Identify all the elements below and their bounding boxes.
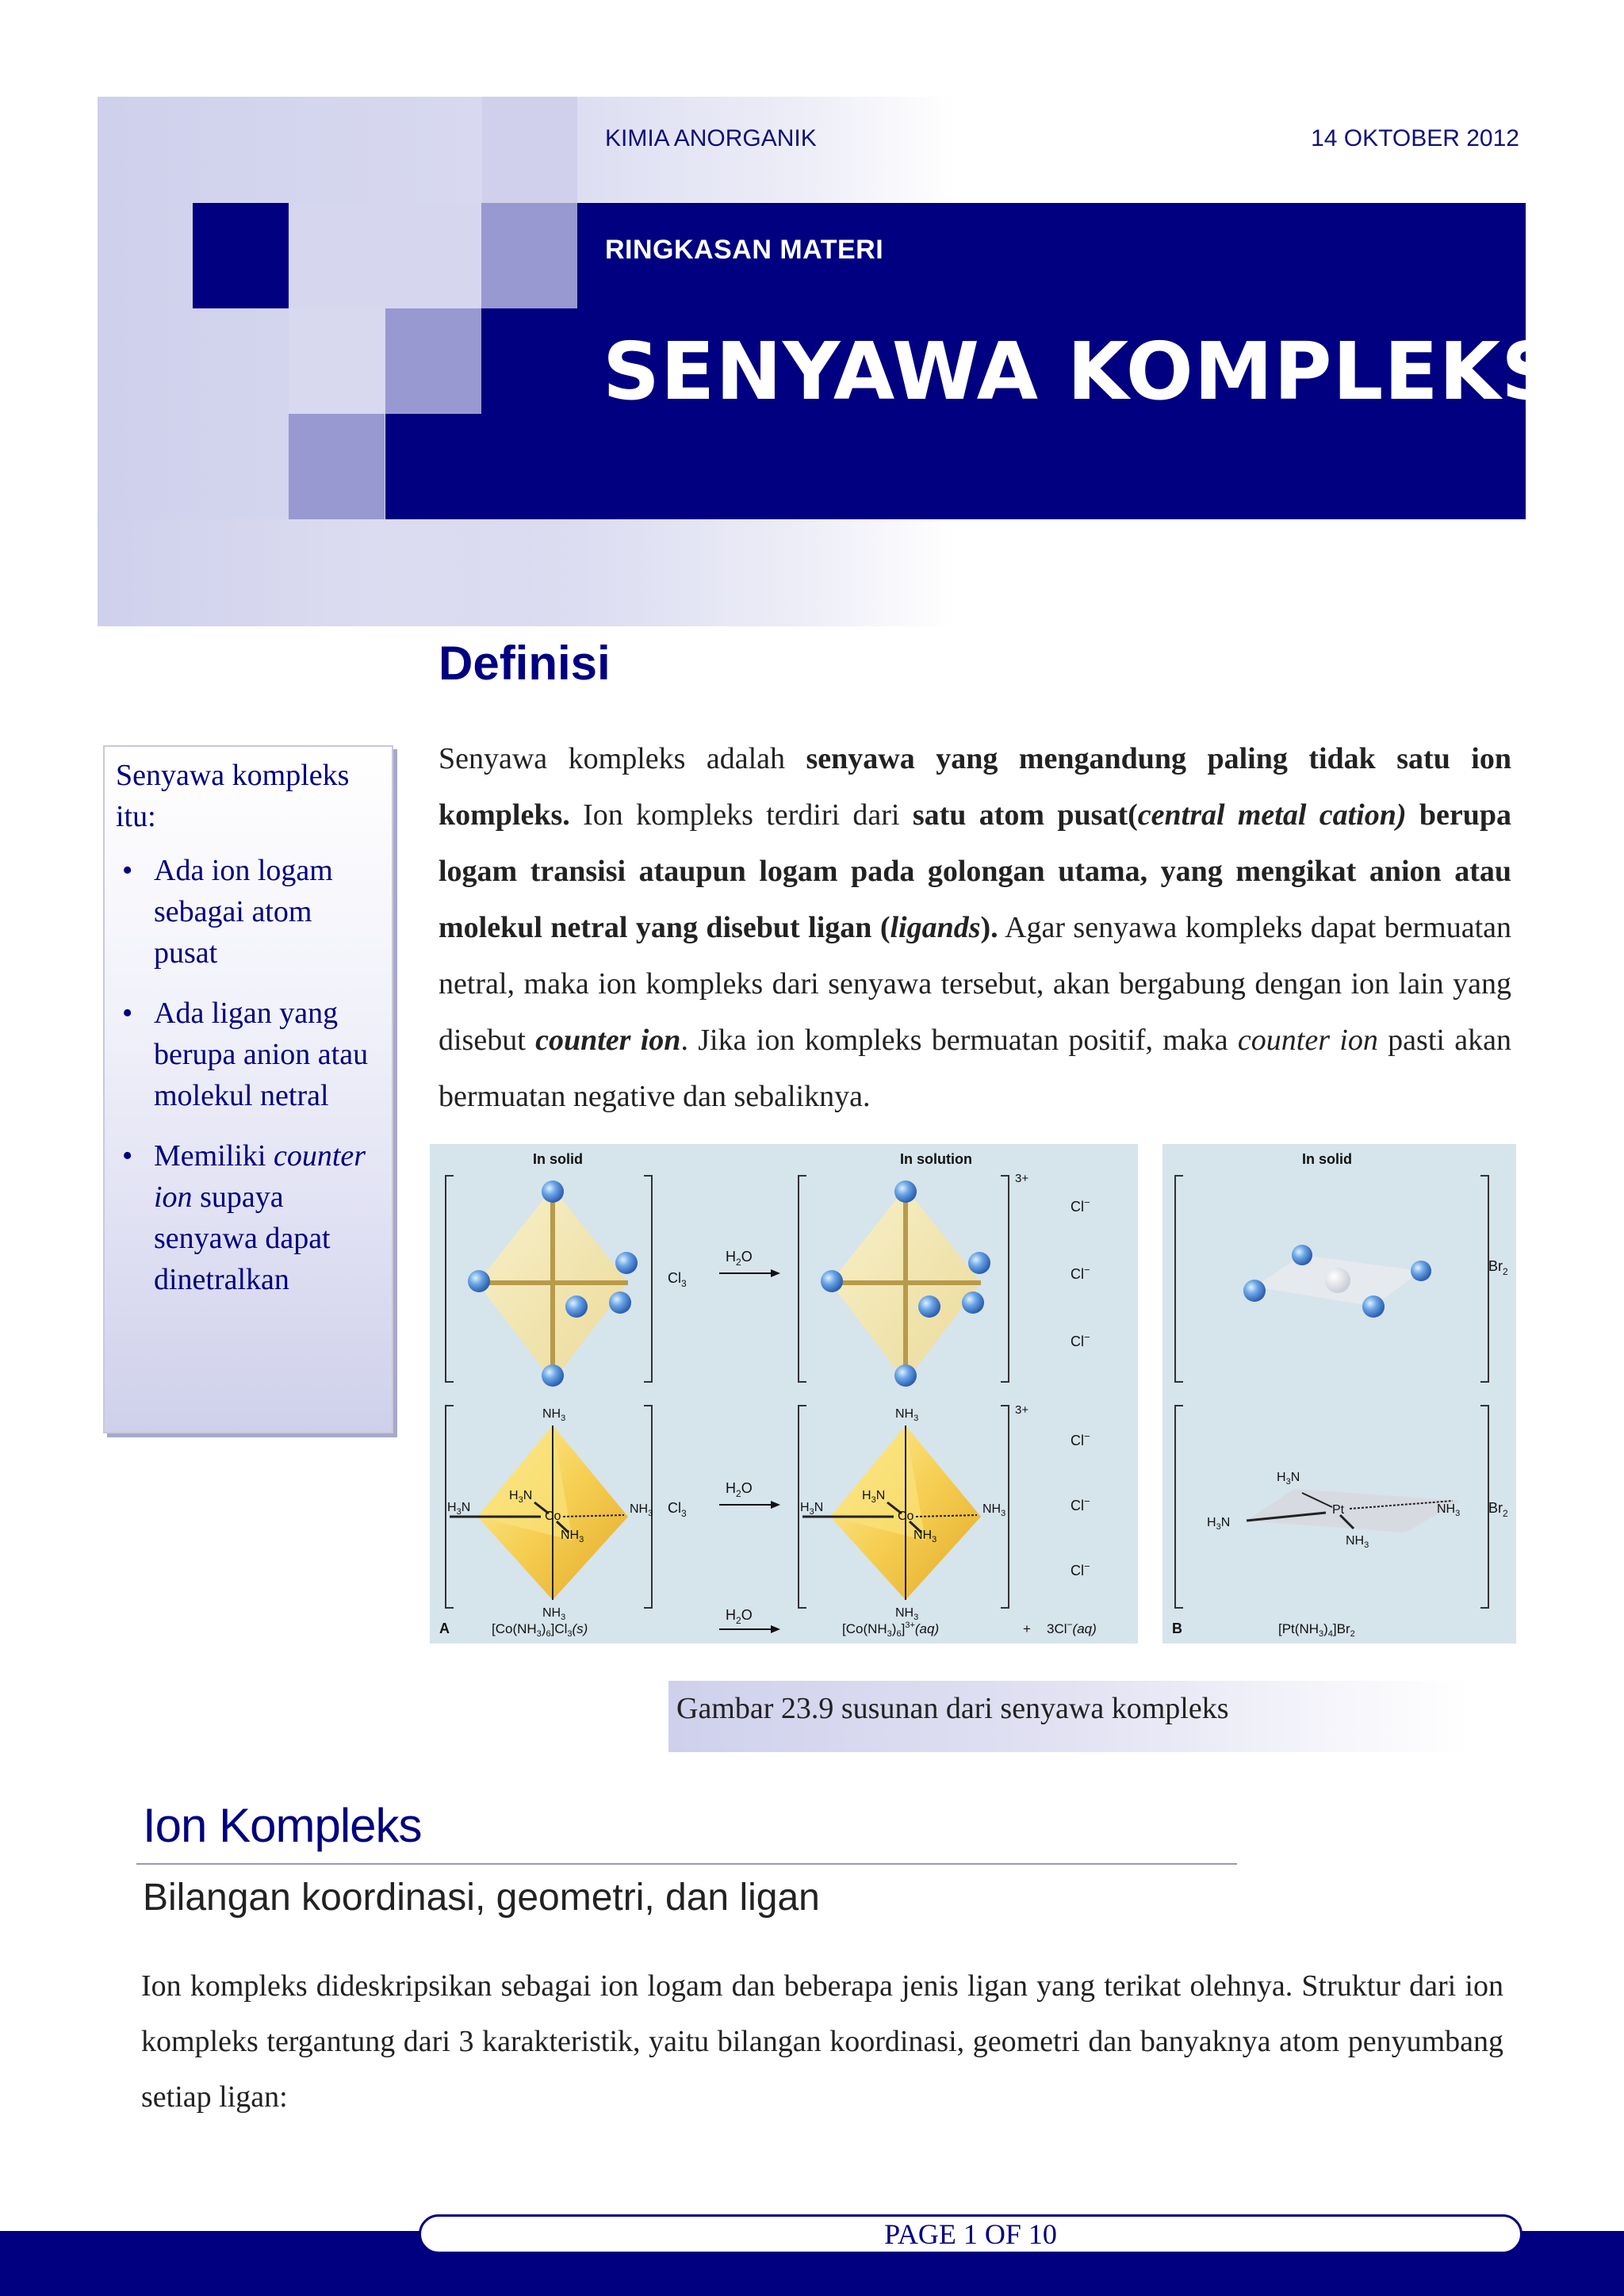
chloride-ion-label: Cl− bbox=[1071, 1264, 1090, 1282]
counter-ion-label: $Cl_3$ bbox=[668, 1500, 687, 1519]
metal-label: Pt bbox=[1332, 1503, 1345, 1517]
deco-square bbox=[289, 414, 385, 519]
deco-square bbox=[193, 203, 289, 308]
metal-label: Co bbox=[545, 1510, 561, 1523]
counter-ion-label: $Br_2$ bbox=[1488, 1258, 1508, 1277]
ligand-label: $NH_3$ bbox=[542, 1407, 566, 1423]
sidebox-intro: Senyawa kompleks itu: bbox=[116, 759, 350, 833]
ion-kompleks-paragraph: Ion kompleks dideskripsikan sebagai ion logam dan beberapa jenis ligan yang terikat olehnya. Struktur dari ion kompleks tergantung dari 3 karakteristik, yaitu bilangan koordinasi, geometri dan banyaknya atom penyumbang setiap ligan: bbox=[141, 1969, 1503, 2114]
in-solid-label: In solid bbox=[533, 1151, 583, 1167]
panel-b-background bbox=[1162, 1144, 1516, 1644]
ligand-label: $NH_3$ bbox=[1437, 1502, 1461, 1518]
summary-sidebox bbox=[103, 745, 393, 1433]
chloride-ion-label: Cl− bbox=[1071, 1430, 1090, 1448]
header-subtitle: RINGKASAN MATERI bbox=[605, 235, 884, 265]
list-item: • Ada ion logam sebagai atom pusat bbox=[116, 850, 382, 974]
list-item: • Ada ligan yang berupa anion atau molekul netral bbox=[116, 993, 382, 1116]
panel-a-label: A bbox=[439, 1621, 450, 1636]
ligand-label: $H_3N$ bbox=[1277, 1471, 1300, 1487]
deco-square bbox=[289, 203, 385, 308]
deco-square bbox=[289, 308, 385, 414]
formula-solid-label: $[Co(NH_3)_6]Cl_3(s)$ bbox=[492, 1621, 588, 1639]
section-divider bbox=[136, 1863, 1237, 1865]
sidebox-list bbox=[116, 850, 382, 1300]
chloride-ion-label: Cl− bbox=[1071, 1560, 1090, 1578]
counter-ion-label: $Cl_3$ bbox=[668, 1270, 687, 1289]
ligand-label: $NH_3$ bbox=[914, 1529, 937, 1544]
bullet-icon: • bbox=[122, 1139, 133, 1173]
section-heading-definisi: Definisi bbox=[439, 637, 611, 690]
section-subheading: Bilangan koordinasi, geometri, dan ligan bbox=[143, 1877, 820, 1919]
deco-square bbox=[385, 203, 481, 308]
formula-counter-ion-label: 3Cl−(aq) bbox=[1047, 1619, 1097, 1636]
ligand-label: $NH_3$ bbox=[982, 1502, 1006, 1518]
metal-label: Co bbox=[898, 1510, 914, 1523]
chloride-ion-label: Cl− bbox=[1071, 1495, 1090, 1513]
plus-sign: + bbox=[1023, 1621, 1031, 1636]
deco-square bbox=[385, 308, 481, 414]
ligand-label: $H_3N$ bbox=[800, 1501, 824, 1517]
ligand-label: $NH_3$ bbox=[895, 1606, 919, 1622]
in-solution-label: In solution bbox=[900, 1151, 972, 1167]
panel-b-label: B bbox=[1172, 1621, 1182, 1636]
list-item: • Memiliki counter ion supaya senyawa dapat dinetralkan bbox=[116, 1135, 382, 1300]
ligand-label: $H_3N$ bbox=[1207, 1516, 1231, 1532]
formula-platinum-label: $[Pt(NH_3)_4]Br_2$ bbox=[1278, 1621, 1355, 1639]
chloride-ion-label: Cl− bbox=[1071, 1196, 1090, 1215]
counter-ion-label: $Br_2$ bbox=[1488, 1500, 1508, 1519]
formula-solution-label: $[Co(NH_3)_6]^{3+}(aq)$ bbox=[842, 1621, 940, 1639]
deco-square bbox=[482, 97, 577, 203]
course-name: KIMIA ANORGANIK bbox=[605, 125, 817, 151]
ligand-label: $H_3N$ bbox=[447, 1501, 471, 1517]
deco-square bbox=[481, 203, 577, 308]
header-date: 14 OKTOBER 2012 bbox=[1311, 125, 1519, 151]
ligand-label: $H_3N$ bbox=[862, 1489, 886, 1505]
chloride-ion-label: Cl− bbox=[1071, 1331, 1090, 1349]
ligand-label: $NH_3$ bbox=[630, 1502, 653, 1518]
bullet-icon: • bbox=[122, 997, 133, 1030]
ligand-label: $NH_3$ bbox=[1346, 1534, 1369, 1550]
charge-label: 3+ bbox=[1015, 1172, 1029, 1185]
complex-compounds-figure bbox=[430, 1144, 1516, 1644]
definition-paragraph: Senyawa kompleks adalah senyawa yang mengandung paling tidak satu ion kompleks. Ion kompleks terdiri dari satu atom pusat(central metal cation) berupa logam transisi ataupun logam pada golongan utama, yang mengikat anion atau molekul netral yang disebut ligan (ligands). Agar senyawa kompleks dapat bermuatan netral, maka ion kompleks dari senyawa tersebut, akan bergabung dengan ion lain yang disebut counter ion. Jika ion kompleks bermuatan positif, maka counter ion pasti akan bermuatan negative dan sebaliknya. bbox=[439, 742, 1512, 1113]
charge-label: 3+ bbox=[1015, 1403, 1029, 1417]
ligand-label: $NH_3$ bbox=[542, 1606, 566, 1622]
water-label: $H_2O$ bbox=[726, 1480, 753, 1499]
figure-caption: Gambar 23.9 susunan dari senyawa kompleks bbox=[668, 1681, 1469, 1752]
ligand-label: $NH_3$ bbox=[895, 1407, 919, 1423]
water-label: $H_2O$ bbox=[726, 1607, 753, 1626]
section-heading-ion-kompleks: Ion Kompleks bbox=[143, 1799, 422, 1852]
water-label: $H_2O$ bbox=[726, 1249, 753, 1268]
ligand-label: $NH_3$ bbox=[561, 1529, 584, 1544]
in-solid-label: In solid bbox=[1302, 1151, 1352, 1167]
page-number: PAGE 1 OF 10 bbox=[419, 2214, 1522, 2254]
page-title: SENYAWA KOMPLEKS bbox=[603, 325, 1560, 418]
header-background-fade bbox=[98, 519, 732, 626]
bullet-icon: • bbox=[122, 854, 133, 887]
ligand-label: $H_3N$ bbox=[509, 1489, 533, 1505]
